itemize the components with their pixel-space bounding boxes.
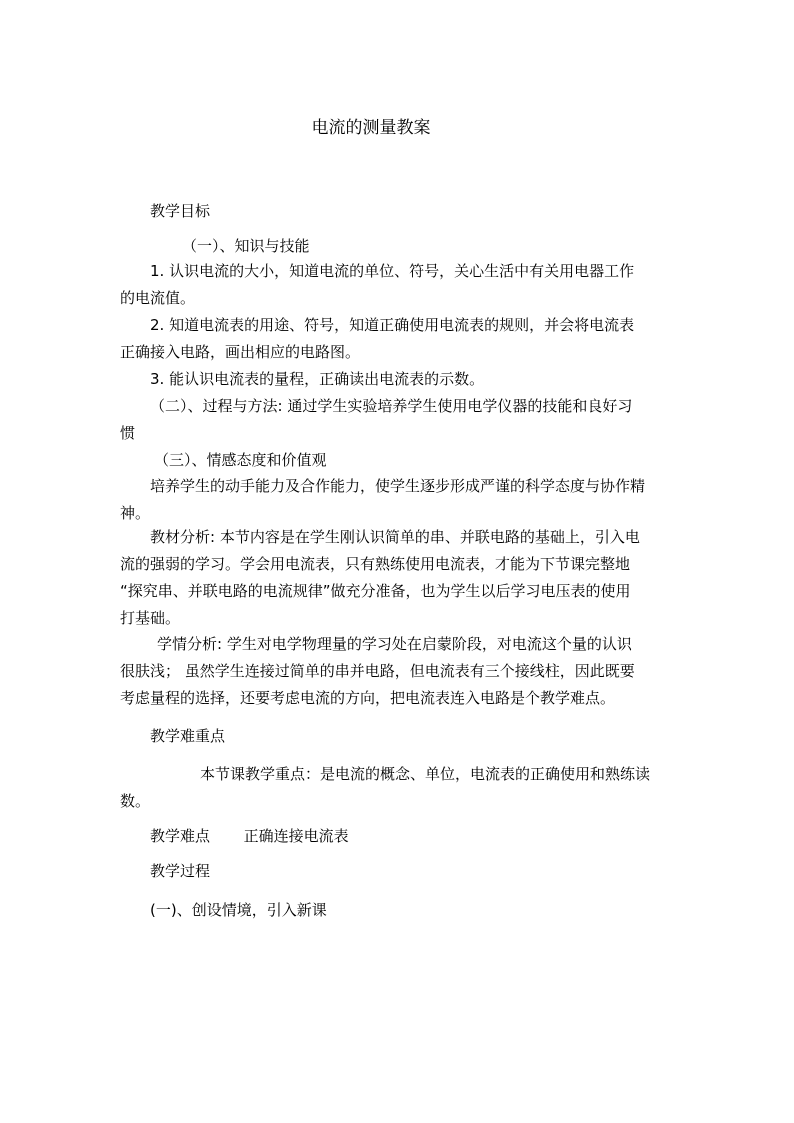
student-analysis-line-2: 很肤浅； 虽然学生连接过简单的串并电路，但电流表有三个接线柱，因此既要 <box>120 662 635 680</box>
key-points-line-2: 数。 <box>120 792 151 810</box>
heading-teaching-process: 教学过程 <box>150 862 211 880</box>
paragraph-cultivate-line-2: 神。 <box>120 504 151 522</box>
heading-teaching-goals: 教学目标 <box>150 202 211 220</box>
section-process-methods <box>120 393 680 447</box>
goal-item-1-line-2: 的电流值。 <box>120 289 196 307</box>
section-attitude-values: （三）、情感态度和价值观 <box>154 451 327 469</box>
heading-key-difficult-points: 教学难重点 <box>150 727 226 745</box>
goal-item-2-line-2: 正确接入电路，画出相应的电路图。 <box>120 343 361 361</box>
material-analysis-line-1: 教材分析: 本节内容是在学生刚认识简单的串、并联电路的基础上，引入电 <box>150 528 640 546</box>
difficult-point-row <box>150 823 710 850</box>
key-points-line-1: 本节课教学重点：是电流的概念、单位，电流表的正确使用和熟练读 <box>200 765 651 783</box>
goal-item-1-line-1: 1. 认识电流的大小，知道电流的单位、符号，关心生活中有关用电器工作 <box>150 262 635 280</box>
section-knowledge-skills: （一）、知识与技能 <box>182 237 310 255</box>
difficulty-label: 教学难点 <box>150 827 211 845</box>
paragraph-key-points <box>120 761 680 815</box>
section-process-methods-line-2: 惯 <box>120 424 136 442</box>
document-title: 电流的测量教案 <box>311 118 431 138</box>
material-analysis-line-4: 打基础。 <box>120 609 181 627</box>
section-process-methods-line-1: （二）、过程与方法: 通过学生实验培养学生使用电学仪器的技能和良好习 <box>150 397 633 415</box>
material-analysis-line-2: 流的强弱的学习。学会用电流表，只有熟练使用电流表，才能为下节课完整地 <box>120 555 631 573</box>
student-analysis-line-3: 考虑量程的选择，还要考虑电流的方向，把电流表连入电路是个教学难点。 <box>120 689 616 707</box>
goal-item-1 <box>120 258 680 312</box>
material-analysis-line-3: “探究串、并联电路的电流规律”做充分准备，也为学生以后学习电压表的使用 <box>120 582 631 600</box>
process-step-1: (一)、创设情境，引入新课 <box>150 901 327 919</box>
paragraph-student-analysis <box>120 631 680 712</box>
goal-item-2 <box>120 312 680 366</box>
goal-item-2-line-1: 2. 知道电流表的用途、符号，知道正确使用电流表的规则，并会将电流表 <box>150 316 635 334</box>
paragraph-cultivate-line-1: 培养学生的动手能力及合作能力，使学生逐步形成严谨的科学态度与协作精 <box>150 477 646 495</box>
paragraph-cultivate <box>120 473 680 527</box>
goal-item-3: 3. 能认识电流表的量程，正确读出电流表的示数。 <box>150 370 485 388</box>
paragraph-material-analysis <box>120 524 680 632</box>
student-analysis-line-1: 学情分析: 学生对电学物理量的学习处在启蒙阶段，对电流这个量的认识 <box>157 635 632 653</box>
difficulty-text: 正确连接电流表 <box>243 827 349 845</box>
